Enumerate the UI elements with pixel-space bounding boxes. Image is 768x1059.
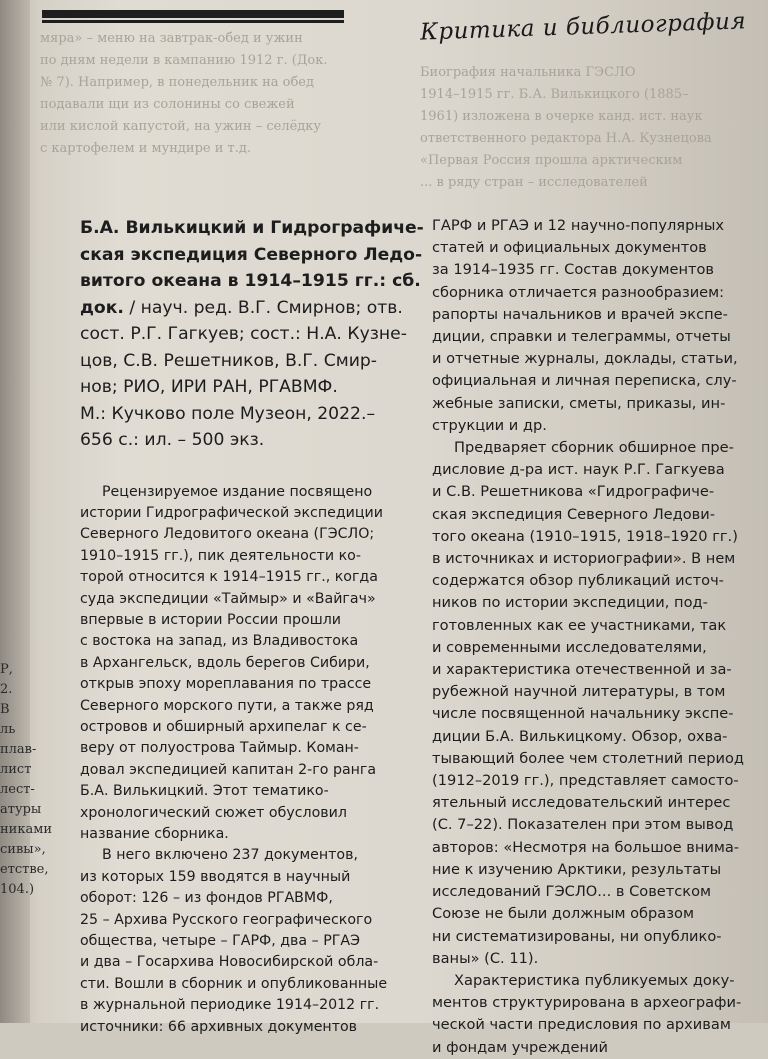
ghost-line: по дням недели в кампанию 1912 г. (Док.	[40, 53, 328, 68]
title-meta-start: / науч. ред. В.Г. Смирнов; отв.	[123, 297, 403, 318]
text-line: официальная и личная переписка, слу-	[432, 372, 737, 390]
ghost-line: мяра» – меню на завтрак-обед и ужин	[40, 31, 303, 46]
text-line: сборника отличается разнообразием:	[432, 283, 725, 301]
text-line: Союзе не были должным образом	[432, 905, 694, 923]
text-line: содержатся обзор публикаций источ-	[432, 572, 724, 590]
left-paragraph-2	[80, 845, 420, 1038]
text-line: статей и официальных документов	[432, 239, 707, 257]
text-line: ская экспедиция Северного Ледови-	[432, 505, 716, 523]
text-line: рубежной научной литературы, в том	[432, 683, 726, 701]
fragment-line: сивы»,	[0, 842, 46, 857]
text-line: жебные записки, сметы, приказы, ин-	[432, 394, 726, 412]
text-line: Предваряет сборник обширное пре-	[454, 439, 734, 457]
fragment-line: етстве,	[0, 862, 49, 877]
text-line: 25 – Архива Русского географического	[80, 911, 373, 928]
book-title	[80, 215, 424, 454]
text-line: исследований ГЭСЛО... в Советском	[432, 883, 712, 901]
text-line: (С. 7–22). Показателен при этом вывод	[432, 816, 734, 834]
metadata-line: цов, С.В. Решетников, В.Г. Смир-	[80, 350, 377, 371]
metadata-line: М.: Кучково поле Музеон, 2022.–	[80, 403, 376, 424]
text-line: из которых 159 вводятся в научный	[80, 868, 351, 885]
text-line: довал экспедицией капитан 2-го ранга	[80, 761, 377, 778]
left-column	[80, 215, 424, 1038]
text-line: ятельный исследовательский интерес	[432, 794, 731, 812]
text-line: ников по истории экспедиции, под-	[432, 594, 708, 612]
text-line: общества, четыре – ГАРФ, два – РГАЭ	[80, 933, 361, 950]
ghost-line: № 7). Например, в понедельник на обед	[40, 75, 314, 90]
title-line	[80, 295, 420, 322]
text-line: 1910–1915 гг.), пик деятельности ко-	[80, 547, 361, 564]
spacer	[80, 454, 420, 482]
book-metadata	[80, 321, 420, 454]
title-line: витого океана в 1914–1915 гг.: сб.	[80, 271, 421, 291]
text-line: и современными исследователями,	[432, 638, 707, 656]
ghost-line: ответственного редактора Н.А. Кузнецова	[420, 131, 712, 146]
text-line: суда экспедиции «Таймыр» и «Вайгач»	[80, 590, 376, 607]
text-line: того океана (1910–1915, 1918–1920 гг.)	[432, 527, 738, 545]
text-line: В него включено 237 документов,	[102, 847, 358, 864]
ghost-line: ... в ряду стран – исследователей	[420, 175, 648, 190]
right-paragraph-1	[432, 215, 752, 437]
ghost-line: 1961) изложена в очерке канд. ист. наук	[420, 109, 703, 124]
ghost-line: Биография начальника ГЭСЛО	[420, 65, 636, 80]
text-line: рапорты начальников и врачей экспе-	[432, 305, 728, 323]
text-line: числе посвященной начальнику экспе-	[432, 705, 734, 723]
section-title: Критика и библиография	[419, 8, 747, 46]
text-line: ческой части предисловия по архивам	[432, 1016, 731, 1034]
left-paragraph-1	[80, 482, 420, 846]
text-line: название сборника.	[80, 826, 229, 842]
fragment-line: атуры	[0, 802, 42, 817]
text-line: струкции и др.	[432, 416, 547, 434]
text-line: Северного Ледовитого океана (ГЭСЛО;	[80, 526, 375, 543]
fragment-line: 104.)	[0, 882, 35, 897]
text-line: ГАРФ и РГАЭ и 12 научно-популярных	[432, 217, 725, 234]
text-line: за 1914–1935 гг. Состав документов	[432, 261, 715, 279]
title-line: ская экспедиция Северного Ледо-	[80, 244, 423, 265]
metadata-line: нов; РИО, ИРИ РАН, РГАВМФ.	[80, 377, 338, 397]
text-line: торой относится к 1914–1915 гг., когда	[80, 569, 378, 586]
text-line: хронологический сюжет обусловил	[80, 804, 347, 821]
metadata-line: 656 с.: ил. – 500 экз.	[80, 430, 265, 450]
ghost-line: с картофелем и мундире и т.д.	[40, 141, 251, 156]
ghost-line: «Первая Россия прошла арктическим	[420, 153, 683, 168]
text-line: и характеристика отечественной и за-	[432, 661, 732, 679]
ghost-text-left	[40, 28, 328, 160]
text-line: готовленных как ее участниками, так	[432, 616, 727, 634]
metadata-line: сост. Р.Г. Гагкуев; сост.: Н.А. Кузне-	[80, 324, 407, 344]
ghost-line: или кислой капустой, на ужин – селёдку	[40, 119, 322, 134]
fragment-line: В	[0, 702, 10, 717]
text-line: диции, справки и телеграммы, отчеты	[432, 328, 731, 346]
text-line: Рецензируемое издание посвящено	[102, 483, 373, 500]
text-line: впервые в истории России прошли	[80, 611, 341, 628]
text-line: и С.В. Решетникова «Гидрографиче-	[432, 483, 715, 501]
right-paragraph-2	[432, 437, 752, 970]
text-line: источники: 66 архивных документов	[80, 1018, 358, 1035]
text-line: Характеристика публикуемых доку-	[454, 971, 735, 989]
text-line: тывающий более чем столетний период	[432, 749, 745, 767]
fragment-line: 2.	[0, 682, 13, 697]
text-line: островов и обширный архипелаг к се-	[80, 718, 367, 735]
text-line: и два – Госархива Новосибирской обла-	[80, 954, 379, 971]
text-line: ваны» (С. 11).	[432, 949, 539, 967]
fragment-line: Р,	[0, 662, 13, 677]
fragment-line: лист	[0, 762, 32, 777]
ghost-text-right	[420, 62, 712, 194]
header-rule-thin	[42, 20, 344, 23]
text-line: истории Гидрографической экспедиции	[80, 504, 383, 521]
text-line: (1912–2019 гг.), представляет самосто-	[432, 772, 739, 790]
right-paragraph-3	[432, 970, 752, 1059]
text-line: в журнальной периодике 1914–2012 гг.	[80, 997, 380, 1014]
text-line: сти. Вошли в сборник и опубликованные	[80, 975, 388, 992]
text-line: в источниках и историографии». В нем	[432, 550, 736, 568]
fragment-line: лест-	[0, 782, 35, 797]
text-line: и отчетные журналы, доклады, статьи,	[432, 350, 738, 368]
text-line: ментов структурирована в археографи-	[432, 994, 742, 1012]
fragment-line: плав-	[0, 742, 37, 757]
text-line: открыв эпоху мореплавания по трассе	[80, 676, 372, 693]
text-line: диции Б.А. Вилькицкому. Обзор, охва-	[432, 727, 728, 745]
text-line: Северного морского пути, а также ряд	[80, 697, 374, 714]
text-line: оборот: 126 – из фондов РГАВМФ,	[80, 890, 333, 907]
text-line: в Архангельск, вдоль берегов Сибири,	[80, 654, 370, 671]
ghost-line: подавали щи из солонины со свежей	[40, 97, 295, 112]
right-column	[432, 215, 752, 1059]
text-line: дисловие д-ра ист. наук Р.Г. Гагкуева	[432, 461, 725, 479]
header-rule-thick	[42, 10, 344, 18]
fragment-line: ль	[0, 722, 16, 737]
text-line: и фондам учреждений	[432, 1038, 608, 1056]
text-line: с востока на запад, из Владивостока	[80, 633, 359, 650]
text-line: веру от полуострова Таймыр. Коман-	[80, 740, 359, 757]
ghost-line: 1914–1915 гг. Б.А. Вилькицкого (1885–	[420, 87, 689, 102]
fragment-line: никами	[0, 822, 52, 837]
text-line: авторов: «Несмотря на большое внима-	[432, 838, 740, 856]
title-bold-end: док.	[80, 297, 124, 318]
text-line: ни систематизированы, ни опублико-	[432, 927, 722, 945]
text-line: Б.А. Вилькицкий. Этот тематико-	[80, 783, 329, 800]
left-page-fragments	[0, 660, 60, 900]
title-line: Б.А. Вилькицкий и Гидрографиче-	[80, 218, 424, 238]
text-line: ние к изучению Арктики, результаты	[432, 860, 722, 878]
